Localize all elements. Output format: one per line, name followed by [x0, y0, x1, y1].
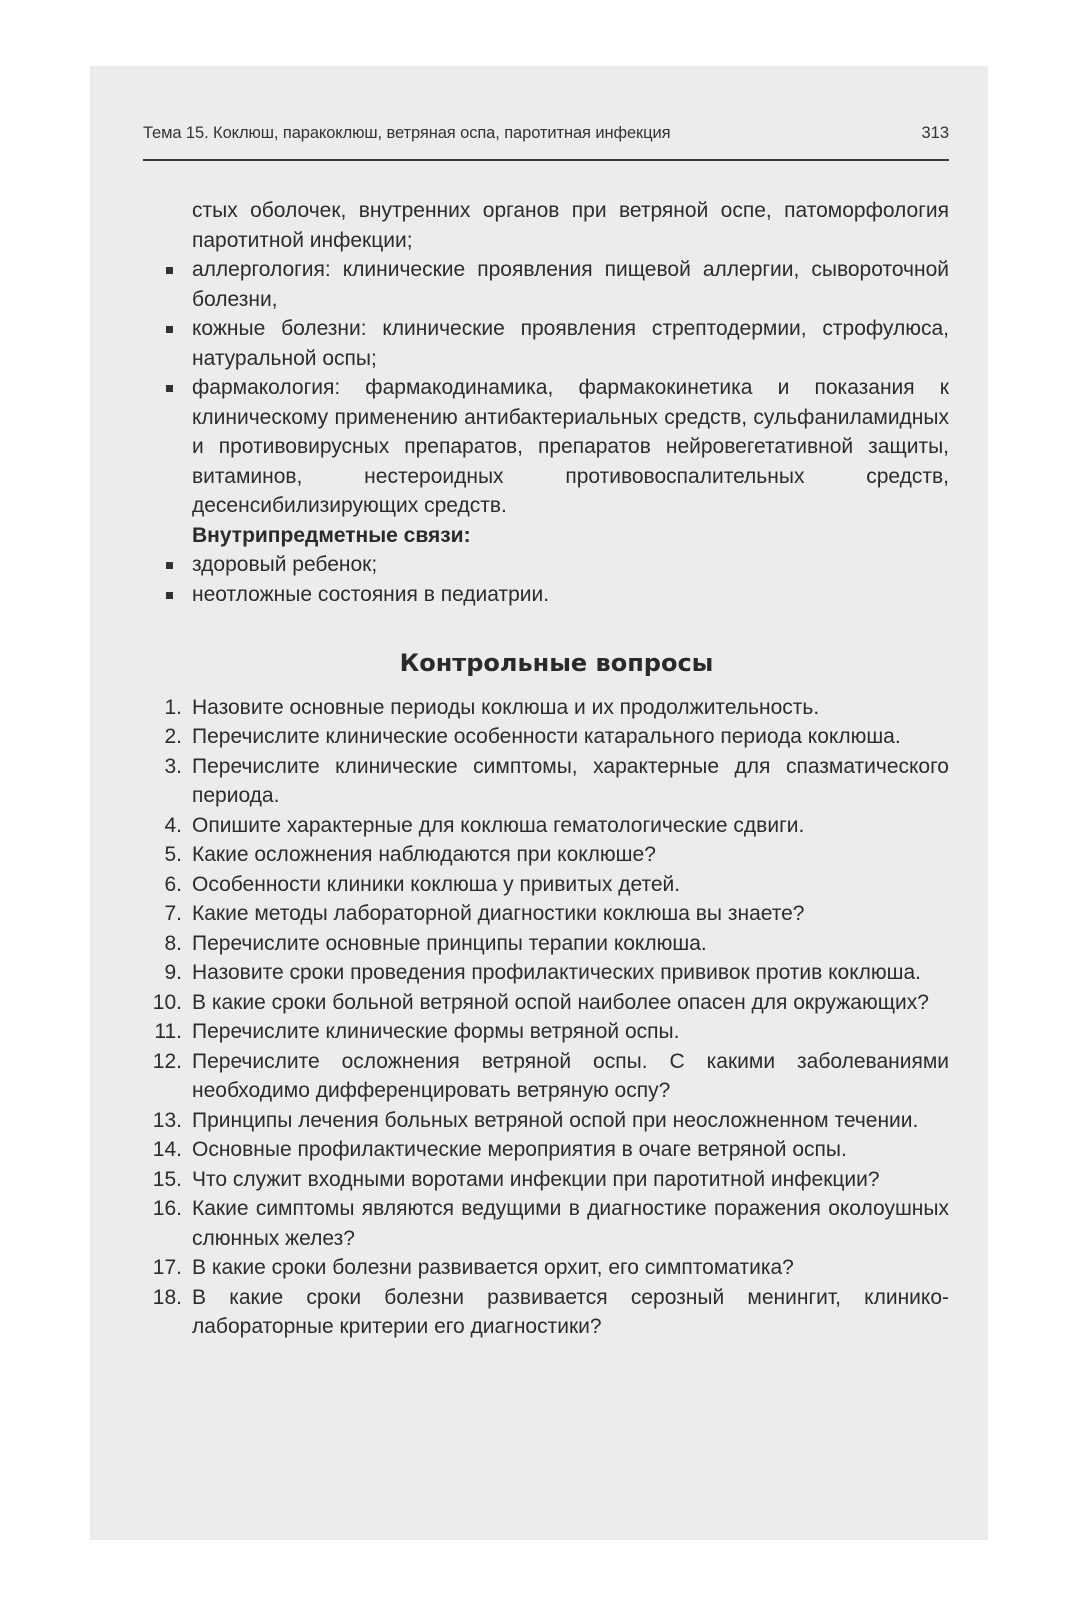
question-text: В какие сроки болезни развивается орхит, его симптоматика? [192, 1256, 794, 1279]
question-number: 6. [164, 872, 182, 896]
question-number: 10. [152, 990, 182, 1014]
question-text: Перечислите клинические формы ветряной оспы. [192, 1020, 680, 1043]
question-number: 11. [154, 1020, 182, 1043]
intrasubject-heading: Внутрипредметные связи: [192, 523, 471, 547]
question-item [164, 752, 949, 811]
running-title: Тема 15. Коклюш, паракоклюш, ветряная оспа, паротитная инфекция [143, 124, 671, 142]
interdisciplinary-list [164, 255, 949, 521]
question-text: Принципы лечения больных ветряной оспой при неосложненном течении. [192, 1108, 919, 1132]
question-number: 1. [164, 695, 182, 719]
question-number: 4. [164, 813, 182, 837]
question-number: 15. [152, 1167, 182, 1191]
question-text: Перечислите клинические особенности катарального периода коклюша. [192, 725, 901, 748]
question-item [152, 1135, 949, 1165]
question-number: 7. [164, 902, 182, 925]
bullet-icon [166, 267, 173, 274]
question-item [152, 988, 949, 1018]
bullet-icon [166, 562, 173, 569]
list-item: здоровый ребенок; [164, 550, 949, 580]
question-text: Назовите основные периоды коклюша и их продолжительность. [192, 695, 820, 719]
question-text: Назовите сроки проведения профилактических прививок против коклюша. [192, 961, 922, 984]
question-item [164, 899, 949, 929]
question-item [152, 1047, 949, 1106]
question-item [164, 840, 949, 870]
question-number: 12. [152, 1049, 182, 1073]
bullet-icon [166, 326, 173, 333]
bullet-icon [166, 385, 173, 392]
question-number: 13. [152, 1108, 182, 1132]
question-text: Перечислите основные принципы терапии коклюша. [192, 931, 707, 955]
question-item [152, 1194, 949, 1253]
question-text: Какие методы лабораторной диагностики коклюша вы знаете? [192, 902, 805, 925]
bullet-icon [166, 592, 173, 599]
question-text: Перечислите осложнения ветряной оспы. С какими заболеваниями необходимо дифференцировать ветряную оспу? [192, 1049, 949, 1102]
question-item [152, 1253, 949, 1283]
continuation-paragraph: стых оболочек, внутренних органов при ветряной оспе, патоморфология паротитной инфекции; [192, 199, 949, 252]
question-number: 5. [164, 843, 182, 866]
question-item [152, 1165, 949, 1195]
question-text: Какие симптомы являются ведущими в диагностике поражения околоушных слюнных желез? [192, 1197, 949, 1250]
question-text: Основные профилактические мероприятия в очаге ветряной оспы. [192, 1138, 847, 1161]
question-item [152, 1106, 949, 1136]
list-item: аллергология: клинические проявления пищевой аллергии, сывороточной болезни, [164, 255, 949, 314]
question-text: В какие сроки болезни развивается серозный менингит, клинико-лабораторные критерии его диагностики? [192, 1285, 949, 1338]
question-item [164, 870, 949, 900]
question-item [164, 811, 949, 841]
question-text: Особенности клиники коклюша у привитых детей. [192, 872, 681, 896]
question-number: 14. [152, 1138, 182, 1161]
list-item: неотложные состояния в педиатрии. [164, 580, 949, 610]
question-number: 8. [164, 931, 182, 955]
question-item [154, 1017, 949, 1047]
question-item [164, 693, 949, 723]
question-number: 3. [164, 754, 182, 778]
page-number: 313 [921, 124, 949, 142]
list-item: кожные болезни: клинические проявления стрептодермии, строфулюса, натуральной оспы; [164, 314, 949, 373]
question-number: 2. [164, 725, 182, 748]
question-item [164, 929, 949, 959]
questions-list [152, 693, 949, 1342]
header-rule [143, 159, 949, 161]
question-number: 18. [152, 1285, 182, 1309]
question-text: В какие сроки больной ветряной оспой наиболее опасен для окружающих? [192, 990, 929, 1014]
page-body [152, 196, 949, 1342]
question-item [164, 958, 949, 988]
question-number: 16. [152, 1197, 182, 1220]
question-item [152, 1283, 949, 1342]
question-text: Перечислите клинические симптомы, характерные для спазматического периода. [192, 754, 949, 807]
question-text: Какие осложнения наблюдаются при коклюше? [192, 843, 656, 866]
intrasubject-list [164, 550, 949, 609]
question-text: Что служит входными воротами инфекции при паротитной инфекции? [192, 1167, 880, 1191]
question-number: 9. [164, 961, 182, 984]
list-item: фармакология: фармакодинамика, фармакокинетика и показания к клиническому применению антибактериальных средств, сульфаниламидных и противовирусных препаратов, препаратов нейровегетативной защиты, витаминов, нестероидных противовоспалительных средств, десенсибилизирующих средств. [164, 373, 949, 521]
question-item [164, 722, 949, 752]
section-title: Контрольные вопросы [399, 649, 714, 677]
question-number: 17. [152, 1256, 182, 1279]
question-text: Опишите характерные для коклюша гематологические сдвиги. [192, 813, 805, 837]
